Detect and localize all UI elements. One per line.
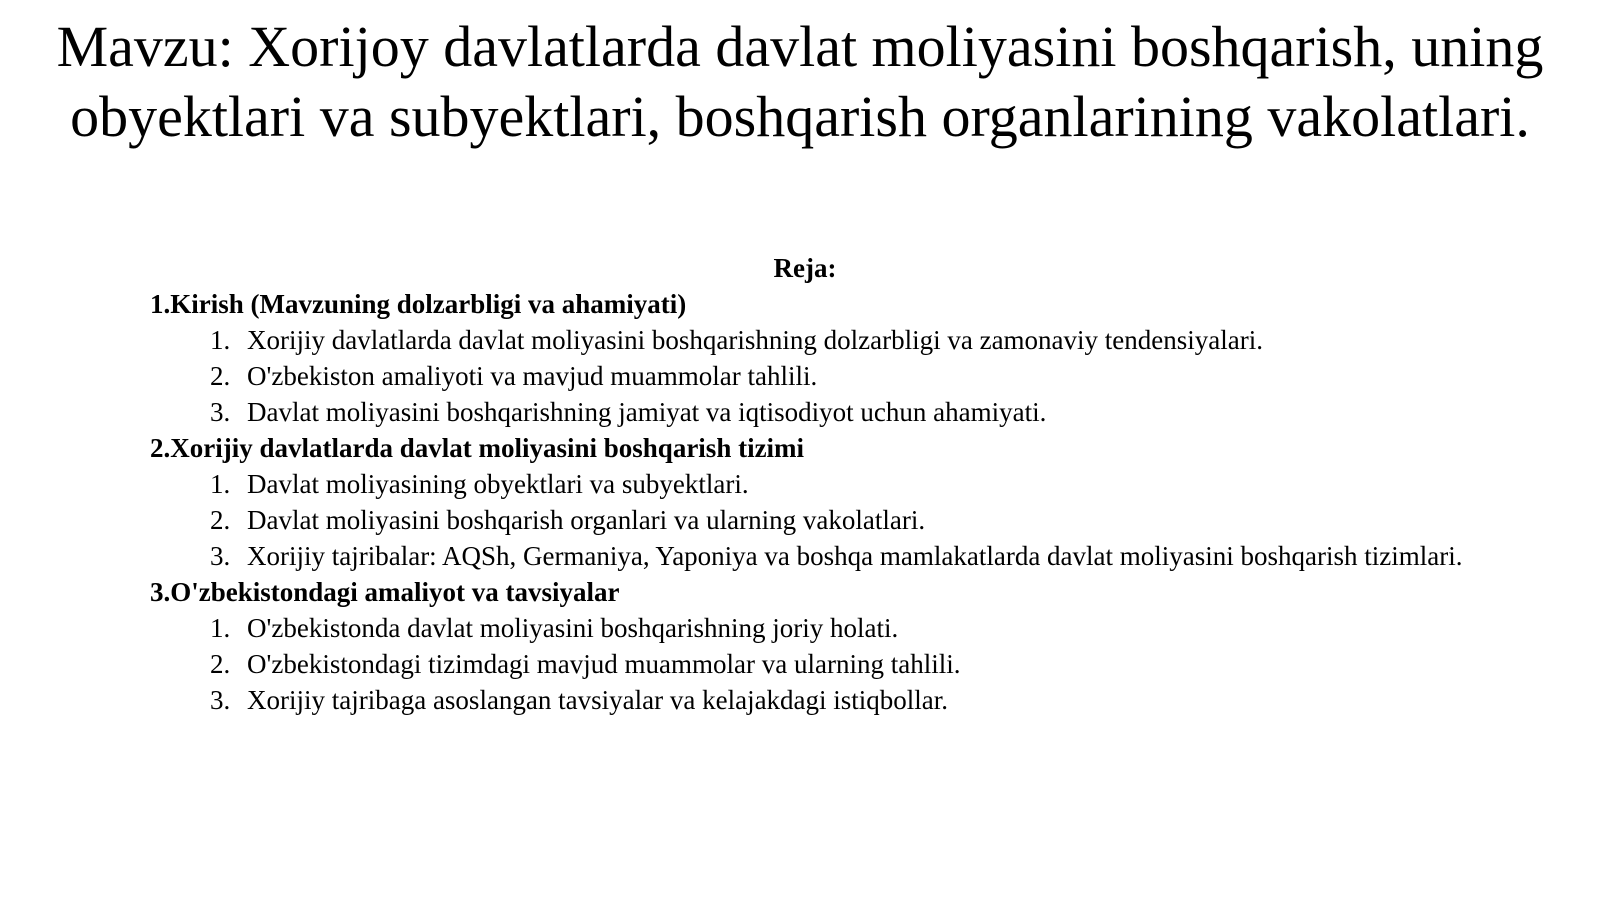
list-item-text: Davlat moliyasining obyektlari va subyektlari. [247, 469, 749, 499]
page-title-line-1: Mavzu: Xorijoy davlatlarda davlat moliyasini boshqarish, uning [56, 14, 1544, 79]
list-item [150, 466, 1527, 502]
plan-section-2 [150, 430, 1550, 574]
sub-item-list [150, 466, 1550, 574]
plan-heading: Reja: [773, 253, 837, 283]
list-item-text: Davlat moliyasini boshqarishning jamiyat va iqtisodiyot uchun ahamiyati. [247, 397, 1047, 427]
list-item [150, 358, 1527, 394]
list-item [150, 646, 1527, 682]
section-title: 3.O'zbekistondagi amaliyot va tavsiyalar [150, 577, 620, 607]
list-item-number: 3. [210, 541, 231, 571]
list-item-text: Xorijiy tajribaga asoslangan tavsiyalar va kelajakdagi istiqbollar. [247, 685, 949, 715]
list-item-number: 2. [210, 649, 231, 679]
list-item [150, 682, 1527, 718]
list-item [150, 538, 1527, 574]
list-item-number: 2. [210, 361, 231, 391]
list-item-number: 3. [210, 397, 231, 427]
list-item-number: 3. [210, 685, 231, 715]
list-item-number: 1. [210, 469, 231, 499]
list-item [150, 394, 1527, 430]
list-item-number: 1. [210, 613, 231, 643]
list-item-text: Xorijiy tajribalar: AQSh, Germaniya, Yaponiya va boshqa mamlakatlarda davlat moliyasini boshqarish tizimlari. [247, 541, 1463, 571]
plan-outline [150, 250, 1550, 718]
list-item-text: O'zbekistondagi tizimdagi mavjud muammolar va ularning tahlili. [247, 649, 961, 679]
sub-item-list [150, 322, 1550, 430]
list-item [150, 322, 1527, 358]
section-title: 1.Kirish (Mavzuning dolzarbligi va ahamiyati) [150, 289, 687, 319]
plan-section-3 [150, 574, 1550, 718]
list-item-text: Xorijiy davlatlarda davlat moliyasini boshqarishning dolzarbligi va zamonaviy tendensiyalari. [247, 325, 1263, 355]
list-item-number: 2. [210, 505, 231, 535]
section-title: 2.Xorijiy davlatlarda davlat moliyasini boshqarish tizimi [150, 433, 805, 463]
page-title-line-2: obyektlari va subyektlari, boshqarish organlarining vakolatlari. [70, 84, 1530, 149]
list-item-text: O'zbekistonda davlat moliyasini boshqarishning joriy holati. [247, 613, 899, 643]
list-item [150, 610, 1527, 646]
list-item [150, 502, 1527, 538]
sub-item-list [150, 610, 1550, 718]
list-item-text: O'zbekiston amaliyoti va mavjud muammolar tahlili. [247, 361, 818, 391]
page-title [0, 12, 1600, 152]
list-item-number: 1. [210, 325, 231, 355]
plan-section-1 [150, 286, 1550, 430]
list-item-text: Davlat moliyasini boshqarish organlari va ularning vakolatlari. [247, 505, 926, 535]
